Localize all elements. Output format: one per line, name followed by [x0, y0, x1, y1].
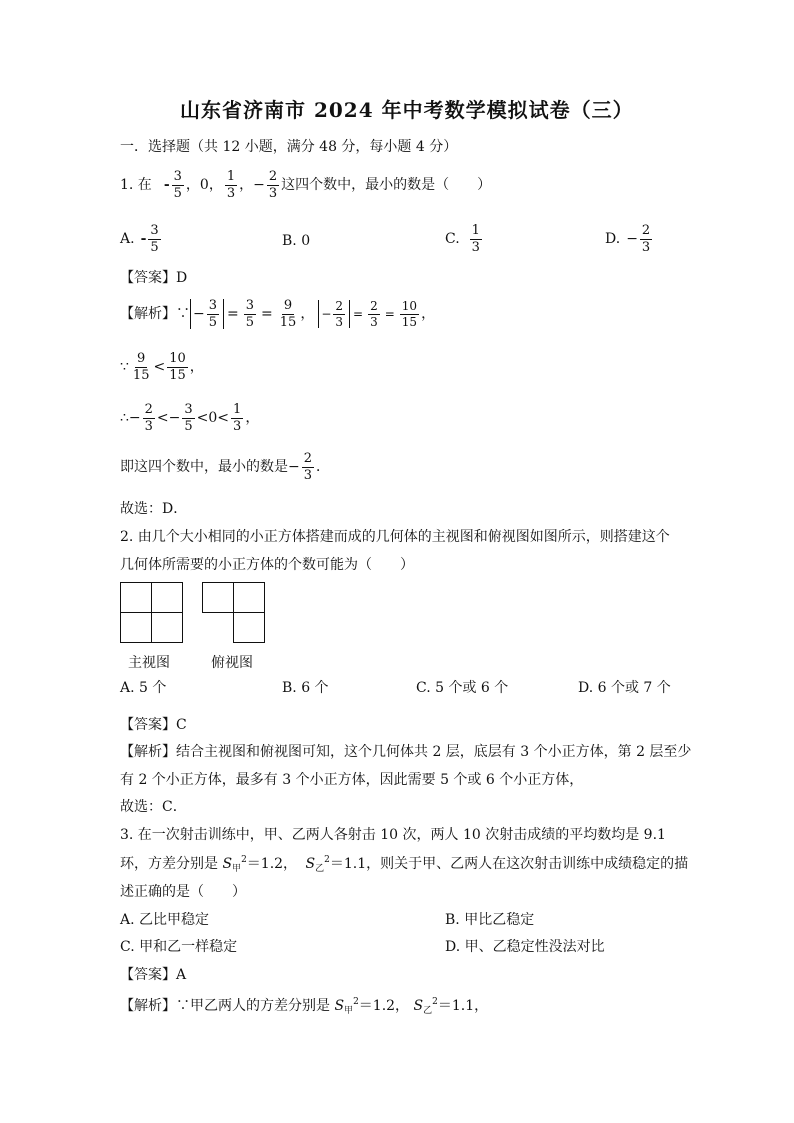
- q2-analysis-line1: 【解析】结合主视图和俯视图可知，这个几何体共 2 层，底层有 3 个小正方体，第 2 层至少: [120, 744, 692, 760]
- q2-option-a: A. 5 个: [120, 680, 167, 696]
- q3-stem-line2: 环，方差分别是 $S_甲^2=1.2$， $S_乙^2=1.1$，则关于甲、乙两人在这次射击训练中成绩稳定的描: [120, 855, 689, 874]
- q1-answer: 【答案】D: [120, 270, 188, 286]
- q1-stem: [120, 170, 491, 200]
- q1-analysis-step1: 【解析】∵ − $\frac{3}{5}$ = $\frac{3}{5}$ = $\frac{9}{15}$ ， − $\frac{2}{3}$ = $\frac{2}{3}$ = $\frac{10}{15}$ ，: [120, 298, 436, 330]
- q2-stem-line2: 几何体所需要的小正方体的个数可能为（ ）: [120, 557, 414, 573]
- q3-option-d: D. 甲、乙稳定性没法对比: [445, 939, 605, 955]
- q3-option-a: A. 乙比甲稳定: [120, 912, 210, 928]
- q1-analysis-step3: ∴− $\frac{2}{3}$ <− $\frac{3}{5}$ <0< $\frac{1}{3}$ ，: [120, 402, 260, 434]
- q3-stem-line3: 述正确的是（ ）: [120, 884, 246, 900]
- q1-comma: ，: [239, 177, 254, 194]
- q3-option-b: B. 甲比乙稳定: [445, 912, 535, 928]
- q1-frac-2: $\frac{1}{3}$: [226, 169, 236, 201]
- q1-minus-sign-2: −: [253, 177, 265, 194]
- front-view-label: 主视图: [128, 655, 170, 671]
- q1-choose: 故选：D．: [120, 501, 188, 517]
- abs-value-2: − $\frac{2}{3}$: [318, 300, 350, 328]
- section-header: 一．选择题（共 12 小题，满分 48 分，每小题 4 分）: [120, 139, 458, 155]
- q2-answer: 【答案】C: [120, 717, 187, 733]
- q2-option-d: D. 6 个或 7 个: [578, 680, 671, 696]
- q2-option-c: C. 5 个或 6 个: [416, 680, 509, 696]
- q1-frac-3: $\frac{2}{3}$: [268, 169, 278, 201]
- top-view-diagram: [202, 582, 266, 644]
- q2-choose: 故选：C．: [120, 799, 187, 815]
- q2-option-b: B. 6 个: [282, 680, 329, 696]
- q3-stem-line1: 3. 在一次射击训练中，甲、乙两人各射击 10 次，两人 10 次射击成绩的平均数均是 9.1: [120, 827, 666, 843]
- q1-stem-suffix: 这四个数中，最小的数是（ ）: [281, 177, 492, 194]
- q1-option-c: C. $\frac{1}{3}$: [445, 223, 480, 255]
- q2-analysis-line2: 有 2 个小正方体，最多有 3 个小正方体，因此需要 5 个或 6 个小正方体，: [120, 772, 584, 788]
- q2-stem-line1: 2. 由几个大小相同的小正方体搭建而成的几何体的主视图和俯视图如图所示，则搭建这个: [120, 529, 670, 545]
- q1-conclusion: 即这四个数中，最小的数是− $\frac{2}{3}$ ．: [120, 451, 331, 483]
- q1-stem-prefix: 1. 在: [120, 177, 152, 194]
- page-title: 山东省济南市 2024 年中考数学模拟试卷（三）: [180, 98, 634, 122]
- q1-option-b: B. 0: [282, 233, 311, 249]
- q3-option-c: C. 甲和乙一样稳定: [120, 939, 238, 955]
- top-view-label: 俯视图: [211, 655, 253, 671]
- q1-minus-sign: -: [163, 177, 170, 194]
- q3-analysis: 【解析】∵甲乙两人的方差分别是 $S_甲^2=1.2$， $S_乙^2=1.1$，: [120, 997, 489, 1016]
- q1-analysis-step2: ∵ $\frac{9}{15}$ < $\frac{10}{15}$ ，: [120, 351, 204, 383]
- q1-zero: ，0，: [185, 177, 223, 194]
- abs-value-1: − $\frac{3}{5}$: [190, 299, 224, 329]
- q1-option-d: D. − $\frac{2}{3}$: [605, 223, 651, 255]
- q1-frac-1: $\frac{3}{5}$: [173, 169, 182, 201]
- q3-answer: 【答案】A: [120, 967, 187, 983]
- q1-option-a: A. - $\frac{3}{5}$: [120, 223, 159, 255]
- front-view-diagram: [120, 582, 184, 644]
